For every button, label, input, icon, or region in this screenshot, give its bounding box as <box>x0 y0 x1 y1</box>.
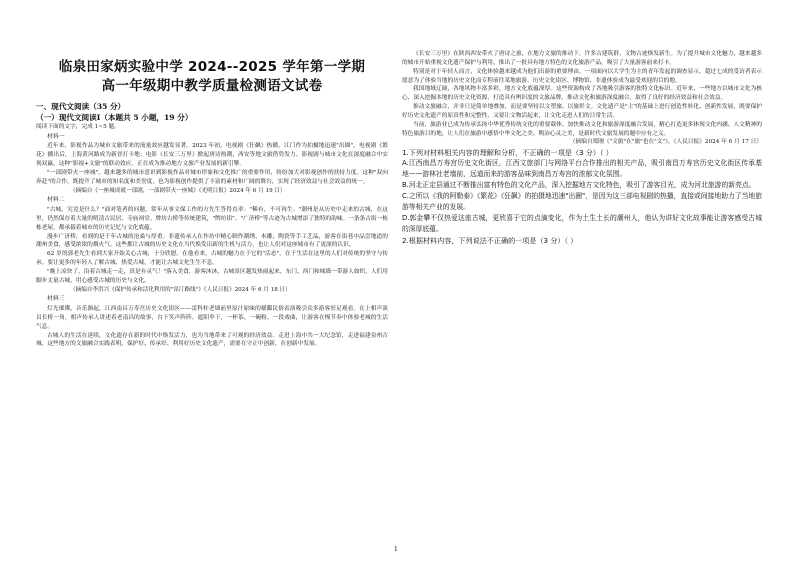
question-1-option-b: B.河北正定县通过不断推出富有特色的文化产品，深入挖掘地方文化特色，吸引了游客目光，成为河北旅游的新亮点。 <box>402 181 756 190</box>
material-source: （摘编自李洪兴《保护传承和活化利用的"昂汀路线"》《人民日报》2024 年 6 月 18 日） <box>70 286 291 293</box>
material-paragraph: 古城人的生活在延续，文化遗存在新的时代中焕发活力，也为当地带来了可观的经济效益。走进上海中共一大纪念馆，走进福建泉州古城，这些地方的文旅融合实践表明，保护好、传承好、利用好历史文化遗产，需要在守正中创新，在创新中发展。 <box>36 332 388 348</box>
right-column <box>402 50 762 246</box>
section-heading: 一、现代文阅读（35 分） <box>36 102 126 111</box>
question-1-option-a: A.江西南昌万寿宫历史文化街区，江西文旅部门与网络平台合作推出的相关产品，吸引南昌万寿宫历史文化街区传承基地——游林社老墙前，远道而来的游客品味到南昌万寿宫的浓郁文化氛围。 <box>402 159 762 179</box>
material-source: （摘编自《一座城成就一部剧，一部剧带火一座城》《光明日报》2024 年 6 月 19 日） <box>70 187 286 194</box>
material-paragraph: 灯光璀璨，音乐渐起，江西南昌万寿宫历史文化街区——雷科柱老墙前里原汁原味的赣鄱民俗表演吸引众多游客驻足观看。在上相声演员长桥一角，相声传承人讲述着老南昌的故事，台下笑声阵阵。遮阳伞下，一杯茶、一碗粉、一段戏曲，让游客在慢节奏中体验老城的生活气息。 <box>36 305 388 330</box>
left-column <box>36 50 388 349</box>
question-1-option-c: C.之所以《我的阿勒泰》《繁花》《狂飙》的拍摄地迅速"出圈"，是因为这三部电视剧的热播，直接或间接地助力了当地旅游等相关产业的发展。 <box>402 192 762 211</box>
article-paragraph: 当前，旅游业已成为传承弘扬中华优秀传统文化的重要载体。加快推动文化和旅游深度融合发展，精心打造更多体现文化内涵、人文精神的特色旅游目的地，让人们在旅游中感悟中华文化之美、陶冶心灵之美，是新时代文旅发展的题中应有之义。 <box>402 121 762 137</box>
question-2: 2.根据材料内容，下列说法不正确的一项是（3 分）（ ） <box>402 235 578 245</box>
material-paragraph: 漫步广济桥，看到的是千年古城的沧桑与厚重。非遗传承人在作坊中精心制作潮绣、木雕、陶瓷等手工艺品，游客在街巷中品尝地道的潮州美食，感受浓浓的烟火气。这些都让古城的历史文化在当代焕发出新的生机与活力，也让人们对这座城市有了更深的认识。 <box>36 233 388 249</box>
reading-instruction: 阅读下面的文字，完成 1~5 题。 <box>36 124 120 130</box>
material-paragraph: "晚上凉快了，沿着古城走一走，真是有灵气！"落入美食，游客沐沐，古城景区越发热闹起来，东门、西门和城墙一带游人如织，人们用脚步丈量古城，用心感受古城的历史与文化。 <box>36 268 388 284</box>
sub-section-heading: （一）现代文阅读Ⅰ（本题共 5 小题，19 分） <box>36 113 193 122</box>
material-paragraph: 近年来，影视作品为城市文旅带来的流量效应越发显著。2023 年初，电视剧《狂飙》热播，江门作为拍摄地迅速"出圈"，电视剧《繁花》播出后，上海黄河路成为新晋打卡地；电影《长安三万里》掀起唐诗热潮，西安等地文旅借势发力。影视剧与城市文化在深度融合中实现双赢，这种"影视+文旅"的联动效应，正在成为推动地方文旅产业发展的新引擎。 <box>36 143 388 168</box>
exam-title-line2: 高一年级期中教学质量检测语文试卷 <box>101 78 323 94</box>
article-paragraph: 我国地域辽阔，各地风物丰富多彩，地方文化底蕴深厚。这些资源构成了各地吸引游客的独特文化标识。近年来，一些地方以城市文化为核心，深入挖掘本地的历史文化资源，打造具有辨识度的文旅品牌，推动文化和旅游深度融合，取得了良好的经济效益和社会效益。 <box>402 86 762 102</box>
article-paragraph: 《长安三万里》在陕西西安带火了唐诗之旅，在地方文旅的推动下，许多古建筑群、文物古迹焕发新生。为了提升城市文化魅力，越来越多的城市开始重视文化遗产保护与利用，推出了一批具有地方特色的文化旅游产品，吸引了大量游客前来打卡。 <box>402 51 762 66</box>
material-label: 材料二 <box>47 197 65 204</box>
question-1: 1.下列对材料相关内容的理解和分析，不正确的一项是（3 分）（ ） <box>402 148 613 158</box>
question-1-option-d: D.郭金攀不仅热爱这座古城，更欣喜于它的点滴变化，作为土生土长的潮州人，他认为讲好文化故事能让游客感受古城的深厚底蕴。 <box>402 213 762 233</box>
article-paragraph: 推动文旅融合，并非只是简单地叠加，而是要坚持以文塑旅、以旅彰文。文化遗产是"主"的基础上进行创造性转化、创新性发展，既要保护好历史文化遗产的原真性和完整性，又要让文物活起来，让文化走进人们的日常生活。 <box>402 104 762 119</box>
material-paragraph: 62 岁的郭老先生看到大家开始关心古城，十分欣慰。在他看来，古城的魅力在于它的"活态"，在于生活在这里的人们对传统的坚守与传承。要让更多的年轻人了解古城、热爱古城，才能让古城文化生生不息。 <box>36 251 388 267</box>
material-paragraph: "古城，究竟是什么？"面对笔者的问题，常年从事文保工作的方先生答得直率："稀有，不可再生。"潮州是从历史中走来的古城，在这里，仍然保存着大量的明清古民居、寺庙祠堂、牌坊古桥等传统建筑，"牌坊街"、"广济桥"等古迹为古城增添了独特的韵味。一条条古街一栋栋老屋，都承载着城市的历史记忆与文化底蕴。 <box>36 206 388 231</box>
page-number: 1 <box>394 546 398 553</box>
material-paragraph: "一部剧带火一座城"，越来越多的城市意识到影视作品对城市形象和文化推广的重要作用，纷纷加大对影视创作的扶持力度。这种"双向奔赴"的合作，既提升了城市的知名度和美誉度，也为影视创作提供了丰富的素材和广阔的舞台，实现了经济效益与社会效益的统一。 <box>36 169 388 185</box>
exam-title-line1: 临泉田家炳实验中学 2024--2025 学年第一学期 <box>58 59 366 75</box>
material-label: 材料三 <box>47 296 65 303</box>
material-label: 材料一 <box>47 133 65 140</box>
article-paragraph: 特别是对于年轻人而言，文化体验越来越成为他们出游的重要理由。一项面向以大学生为主的青年发起的调查显示，超过七成的受访者表示愿意为了体验当地的历史文化而专程前往某地旅游，历史文化街区、博物馆、非遗体验成为最受欢迎的目的地。 <box>402 68 762 84</box>
article-source: （摘编自郑刚《"文旅"在"旅"也在"文"》，《人民日报》2024 年 6 月 17 日） <box>569 139 762 146</box>
